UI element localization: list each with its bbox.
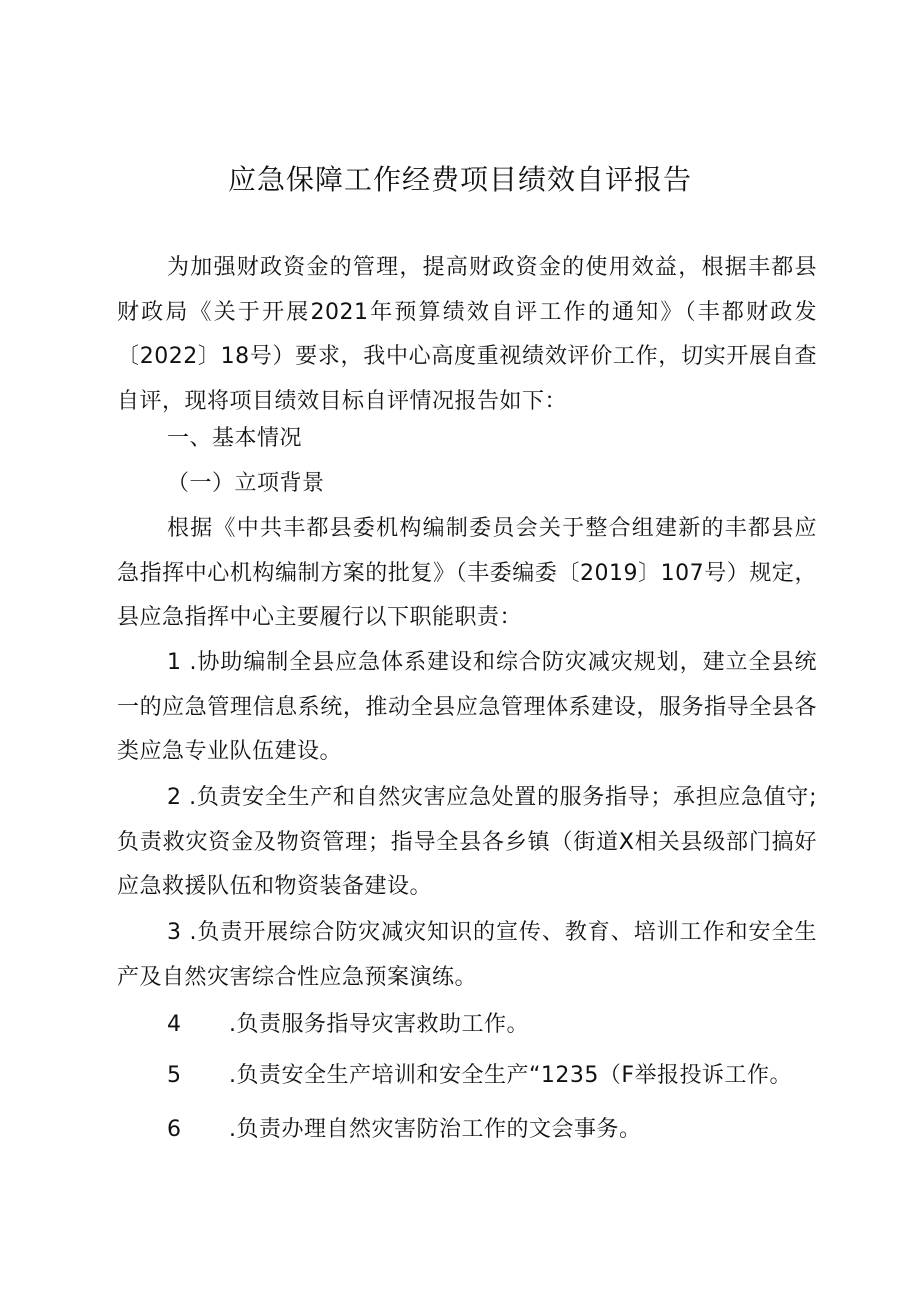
duty-item-5-text: .负责安全生产培训和安全生产“1235（F举报投诉工作。 (229, 1063, 793, 1088)
duty-item-6 (167, 1108, 642, 1152)
duty-item-4-text: .负责服务指导灾害救助工作。 (229, 1012, 529, 1037)
document-title: 应急保障工作经费项目绩效自评报告 (227, 163, 692, 196)
duty-item-4-number: 4 (167, 1012, 182, 1037)
subsection-heading-background: （一）立项背景 (167, 471, 325, 496)
duty-item-6-text: .负责办理自然灾害防治工作的文会事务。 (229, 1117, 642, 1142)
intro-paragraph: 为加强财政资金的管理，提高财政资金的使用效益，根据丰都县财政局《关于开展2021年预算绩效自评工作的通知》（丰都财政发〔2022〕18号）要求，我中心高度重视绩效评价工作，切实开展自查自评，现将项目绩效目标自评情况报告如下： (117, 255, 817, 414)
duty-item-5 (167, 1054, 792, 1098)
duty-item-3: 3 .负责开展综合防灾减灾知识的宣传、教育、培训工作和安全生产及自然灾害综合性应急预案演练。 (117, 920, 817, 990)
duty-item-2: 2 .负责安全生产和自然灾害应急处置的服务指导；承担应急值守;负责救灾资金及物资管理；指导全县各乡镇（街道X相关县级部门搞好应急救援队伍和物资装备建设。 (117, 785, 817, 899)
duty-item-5-number: 5 (167, 1063, 182, 1088)
section-heading-basic-info: 一、基本情况 (167, 426, 303, 451)
duty-item-1: 1 .协助编制全县应急体系建设和综合防灾减灾规划，建立全县统一的应急管理信息系统，推动全县应急管理体系建设，服务指导全县各类应急专业队伍建设。 (117, 650, 817, 764)
background-paragraph: 根据《中共丰都县委机构编制委员会关于整合组建新的丰都县应急指挥中心机构编制方案的批复》（丰委编委〔2019〕107号）规定，县应急指挥中心主要履行以下职能职责： (117, 516, 817, 630)
duty-item-6-number: 6 (167, 1117, 182, 1142)
duty-item-4 (167, 1003, 529, 1047)
